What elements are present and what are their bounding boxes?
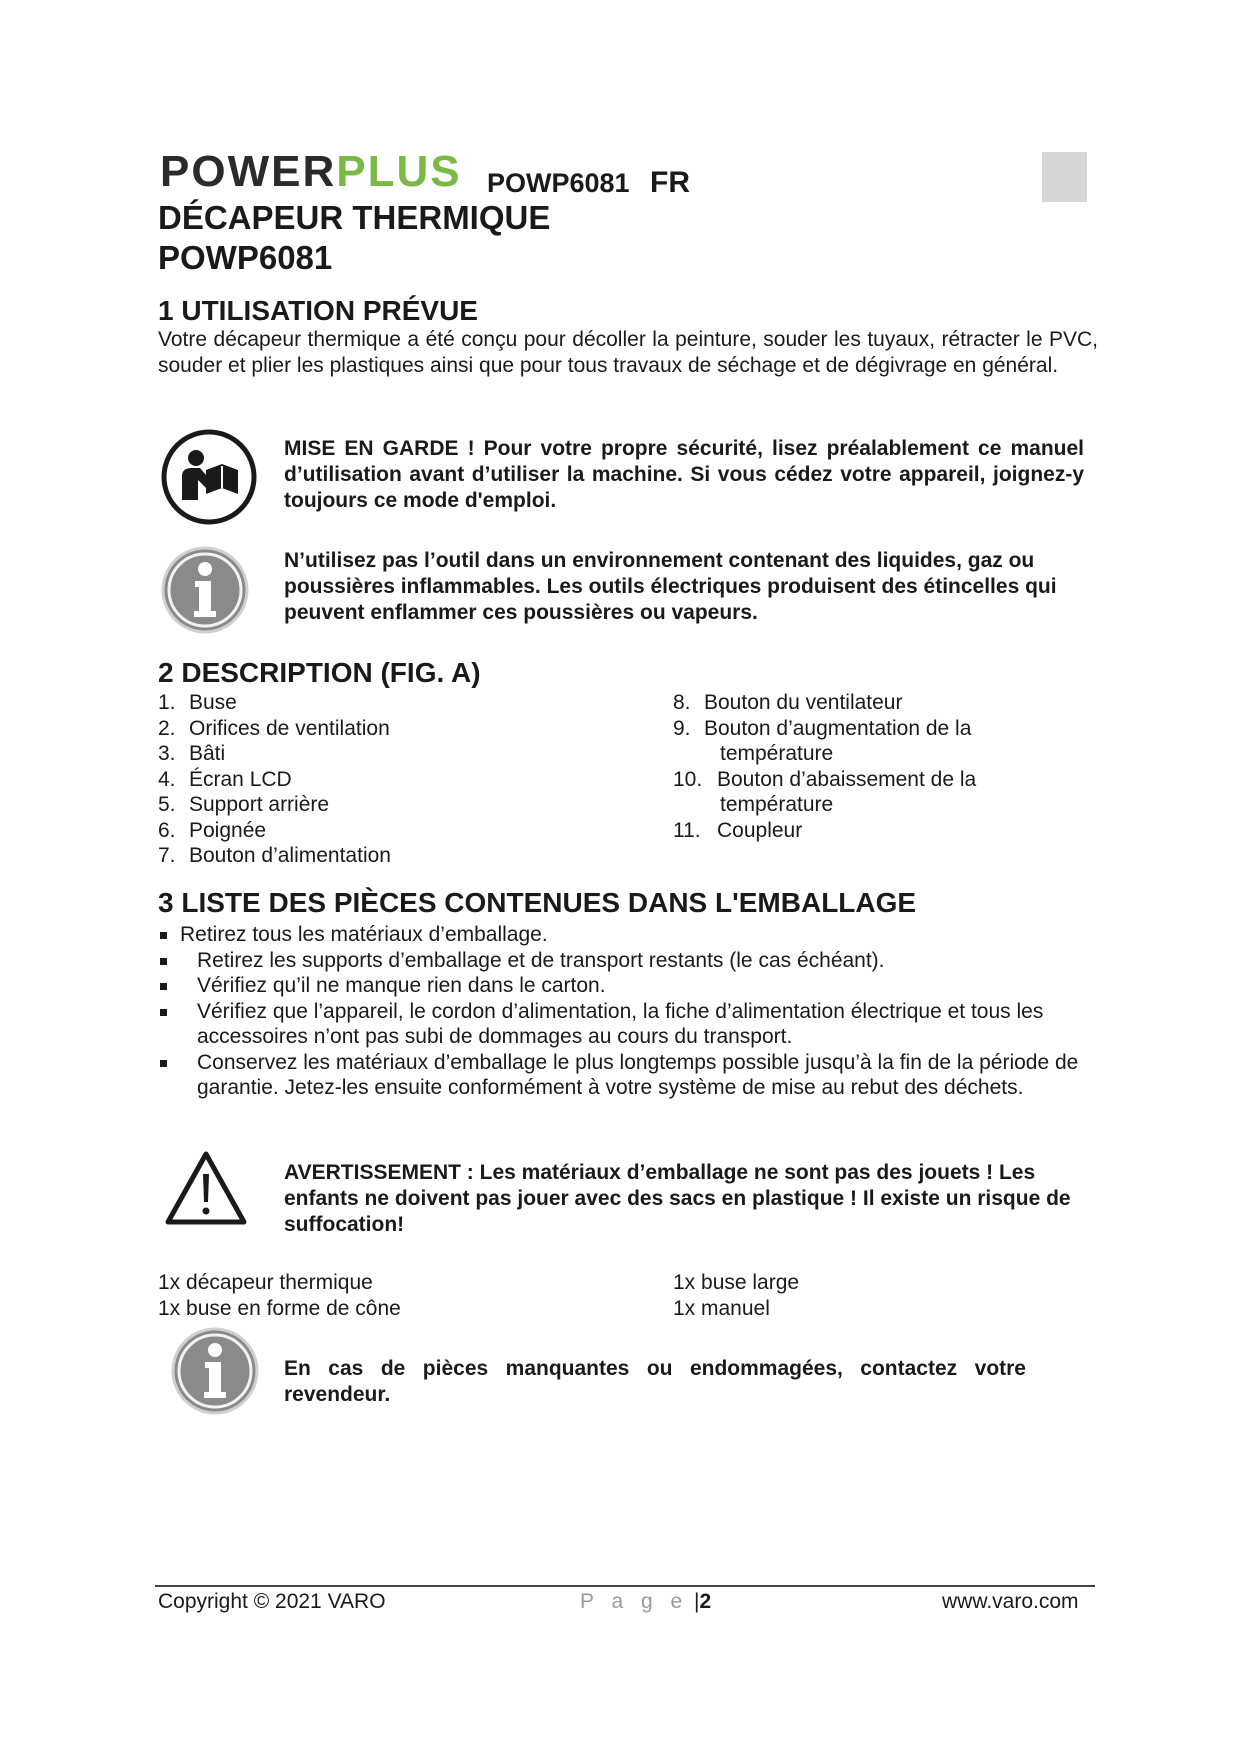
list-item: 4. Écran LCD xyxy=(158,767,292,791)
description-list-right xyxy=(673,690,1093,843)
section-2-heading: 2 DESCRIPTION (FIG. A) xyxy=(158,657,481,688)
read-manual-icon xyxy=(160,428,258,531)
list-item: 1x buse large xyxy=(673,1271,800,1294)
unpacking-instructions xyxy=(158,922,1088,1101)
warning-triangle-icon xyxy=(164,1150,248,1231)
list-item: Vérifiez qu’il ne manque rien dans le carton. xyxy=(158,973,1088,999)
bullet-icon xyxy=(160,983,167,990)
list-item-continuation: température xyxy=(720,742,834,765)
footer-divider xyxy=(155,1585,1095,1587)
language-code: FR xyxy=(650,166,690,199)
package-contents-right xyxy=(673,1270,799,1321)
list-item: Conservez les matériaux d’emballage le plus longtemps possible jusqu’à la fin de la période de garantie. Jetez-les ensuite conformément à votre système de mise au rebut des déchets. xyxy=(158,1050,1088,1101)
list-item: 1x décapeur thermique xyxy=(158,1271,373,1294)
section-1-info: N’utilisez pas l’outil dans un environnement contenant des liquides, gaz ou poussières inflammables. Les outils électriques produisent des étincelles qui peuvent enflammer ces poussières ou vapeurs. xyxy=(284,549,1057,624)
bullet-icon xyxy=(160,1009,167,1016)
info-icon xyxy=(160,545,250,640)
list-item: 1x manuel xyxy=(673,1296,770,1320)
package-contents-left xyxy=(158,1270,401,1321)
list-item: 1x buse en forme de cône xyxy=(158,1296,401,1320)
brand-logo: POWERPLUS xyxy=(160,147,462,196)
info-icon xyxy=(170,1326,260,1421)
bullet-icon xyxy=(160,932,167,939)
list-item: 5. Support arrière xyxy=(158,793,330,816)
document-title: DÉCAPEUR THERMIQUE xyxy=(158,199,551,236)
list-item-continuation: température xyxy=(720,793,834,816)
bullet-icon xyxy=(160,958,167,965)
list-item: 7. Bouton d’alimentation xyxy=(158,844,391,867)
list-item: Retirez les supports d’emballage et de transport restants (le cas échéant). xyxy=(158,948,1088,974)
list-item: 10. Bouton d’abaissement de la xyxy=(673,767,977,791)
footer-copyright: Copyright © 2021 VARO xyxy=(158,1590,386,1613)
page-number: P a g e |2 xyxy=(580,1590,712,1613)
bullet-icon xyxy=(160,1060,167,1067)
language-tab-marker xyxy=(1042,152,1087,202)
model-number: POWP6081 xyxy=(487,168,630,198)
footer-website-link[interactable]: www.varo.com xyxy=(942,1590,1079,1613)
list-item: 6. Poignée xyxy=(158,818,267,842)
list-item: Retirez tous les matériaux d’emballage. xyxy=(158,922,1088,948)
list-item: 2. Orifices de ventilation xyxy=(158,716,390,740)
list-item: 1. Buse xyxy=(158,691,237,714)
list-item: 9. Bouton d’augmentation de la xyxy=(673,716,972,740)
section-3-warning: AVERTISSEMENT : Les matériaux d’emballage ne sont pas des jouets ! Les enfants ne doivent pas jouer avec des sacs en plastique ! Il existe un risque de suffocation! xyxy=(284,1161,1071,1236)
list-item: 3. Bâti xyxy=(158,742,226,765)
list-item: 11. Coupleur xyxy=(673,818,803,842)
section-1-text: Votre décapeur thermique a été conçu pour décoller la peinture, souder les tuyaux, rétracter le PVC, souder et plier les plastiques ainsi que pour tous travaux de séchage et de dégivrage en général. xyxy=(158,328,1098,377)
section-3-info: En cas de pièces manquantes ou endommagées, contactez votre revendeur. xyxy=(284,1357,1026,1406)
section-1-heading: 1 UTILISATION PRÉVUE xyxy=(158,295,478,326)
section-3-heading: 3 LISTE DES PIÈCES CONTENUES DANS L'EMBALLAGE xyxy=(158,887,917,918)
list-item: Vérifiez que l’appareil, le cordon d’alimentation, la fiche d’alimentation électrique et tous les accessoires n’ont pas subi de dommages au cours du transport. xyxy=(158,999,1088,1050)
document-subtitle: POWP6081 xyxy=(158,239,333,276)
section-1-warning: MISE EN GARDE ! Pour votre propre sécurité, lisez préalablement ce manuel d’utilisation avant d’utiliser la machine. Si vous cédez votre appareil, joignez-y toujours ce mode d'emploi. xyxy=(284,437,1084,512)
list-item: 8. Bouton du ventilateur xyxy=(673,691,903,714)
description-list-left xyxy=(158,690,658,869)
